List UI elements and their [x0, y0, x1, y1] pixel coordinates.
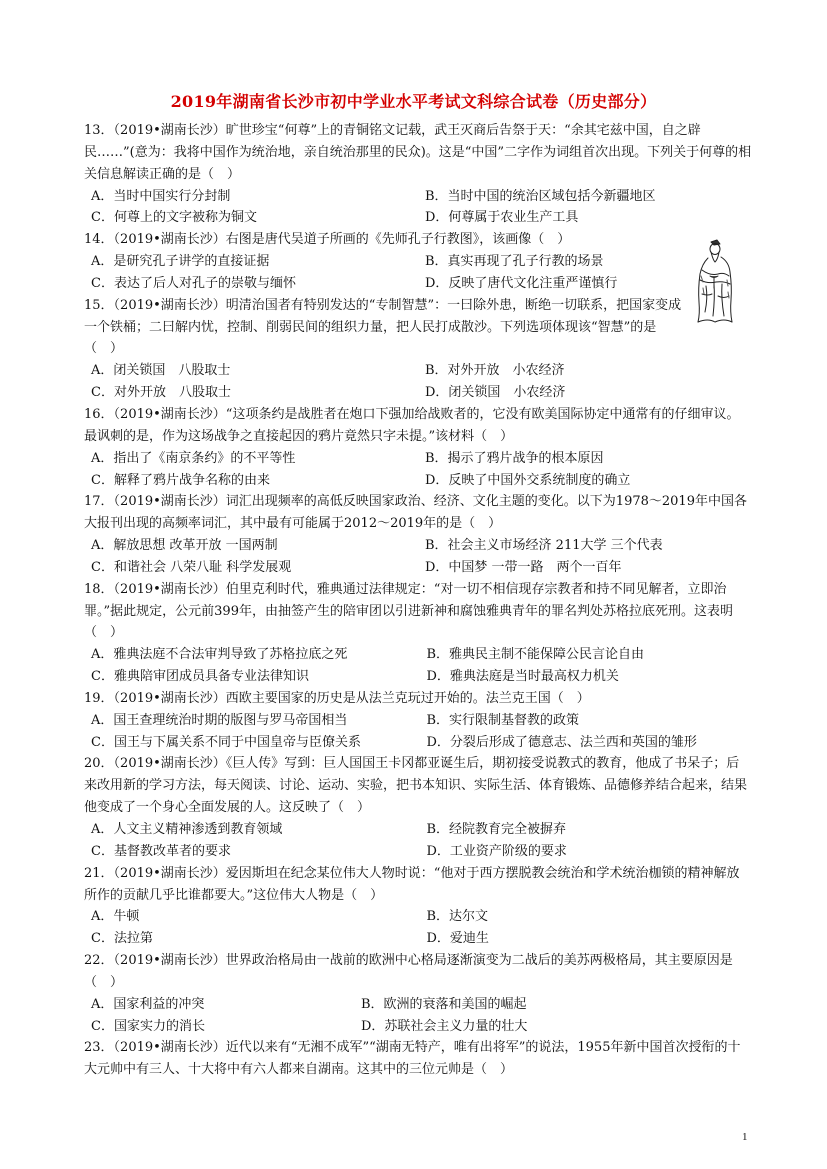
question-stem: 17．（2019•湖南长沙）词汇出现频率的高低反映国家政治、经济、文化主题的变化。以下为1978～2019年中国各大报刊出现的高频率词汇，其中最有可能属于2012～2019年的是（ ） — [84, 494, 747, 532]
option-c: C．国家实力的消长 — [91, 1018, 205, 1034]
option-b: B．雅典民主制不能保障公民言论自由 — [426, 647, 645, 663]
option-c: C．对外开放 八股取士 — [91, 385, 231, 401]
question-20 — [84, 753, 752, 862]
question-stem: 21．（2019•湖南长沙）爱因斯坦在纪念某位伟大人物时说：“他对于西方摆脱教会统治和学术统治枷锁的精神解放所作的贡献几乎比谁都要大。”这位伟大人物是（ ） — [84, 865, 740, 903]
question-18 — [84, 579, 752, 688]
option-d: D．中国梦 一带一路 两个一百年 — [425, 559, 622, 575]
option-a: A．牛顿 — [91, 909, 140, 925]
option-b: B．当时中国的统治区域包括今新疆地区 — [425, 188, 656, 204]
option-d: D．反映了唐代文化注重严谨慎行 — [425, 275, 618, 291]
question-13 — [84, 120, 752, 229]
option-a: A．是研究孔子讲学的直接证据 — [91, 254, 270, 270]
option-b: B．达尔文 — [426, 909, 489, 925]
option-d: D．雅典法庭是当时最高权力机关 — [426, 669, 619, 685]
option-a: A．国王查理统治时期的版图与罗马帝国相当 — [91, 712, 348, 728]
question-16 — [84, 404, 752, 491]
option-b: B．实行限制基督教的政策 — [426, 712, 580, 728]
option-a: A．解放思想 改革开放 一国两制 — [91, 538, 278, 554]
option-c: C．何尊上的文字被称为铜文 — [91, 210, 257, 226]
question-stem: 19．（2019•湖南长沙）西欧主要国家的历史是从法兰克玩过开始的。法兰克王国（ ） — [84, 690, 590, 706]
question-23 — [84, 1037, 752, 1081]
option-d: D．反映了中国外交系统制度的确立 — [425, 472, 631, 488]
question-19 — [84, 688, 752, 754]
question-14 — [84, 229, 752, 295]
document-title: 2019年湖南省长沙市初中学业水平考试文科综合试卷（历史部分） — [170, 92, 657, 111]
question-stem: 20．（2019•湖南长沙）《巨人传》写到：巨人国国王卡冈都亚诞生后，期初接受说教式的教育，他成了书呆子；后来改用新的学习方法，每天阅读、讨论、运动、实验，把书本知识、实际生活、体育锻炼、品德修养结合起来，结果他变成了一个身心全面发展的人。这反映了（ ） — [84, 756, 748, 816]
question-15 — [84, 295, 752, 404]
question-22 — [84, 950, 752, 1037]
question-stem: 13．（2019•湖南长沙）旷世珍宝“何尊”上的青铜铭文记载，武王灭商后告祭于天：“余其宅兹中国，自之辟民……”(意为：我将中国作为统治地，亲自统治那里的民众)。这是“中国”二字作为词组首次出现。下列关于何尊的相关信息解读正确的是（ ） — [84, 123, 752, 182]
question-stem: 15．（2019•湖南长沙）明清治国者有特别发达的“专制智慧”：一曰除外患，断绝一切联系，把国家变成一个铁桶；二曰解内忧，控制、削弱民间的组织力量，把人民打成散沙。下列选项体现该“智慧”的是（ ） — [84, 297, 682, 357]
option-a: A．指出了《南京条约》的不平等性 — [91, 450, 296, 466]
option-d: D．分裂后形成了德意志、法兰西和英国的雏形 — [426, 734, 697, 750]
page-number: 1 — [742, 1131, 748, 1143]
question-stem: 22．（2019•湖南长沙）世界政治格局由一战前的欧洲中心格局逐渐演变为二战后的美苏两极格局，其主要原因是（ ） — [84, 953, 733, 990]
option-c: C．法拉第 — [91, 931, 153, 947]
question-list — [84, 120, 752, 1081]
option-a: A．雅典法庭不合法审判导致了苏格拉底之死 — [91, 647, 348, 663]
option-d: D．何尊属于农业生产工具 — [425, 210, 579, 226]
question-stem: 23．（2019•湖南长沙）近代以来有“无湘不成军”“湖南无特产，唯有出将军”的说法，1955年新中国首次授衔的十大元帅中有三人、十大将中有六人都来自湖南。这其中的三位元帅是（ ） — [84, 1040, 741, 1078]
option-a: A．闭关锁国 八股取士 — [91, 363, 231, 379]
option-a: A．当时中国实行分封制 — [91, 188, 231, 204]
confucius-figure-icon — [684, 236, 744, 326]
option-c: C．雅典陪审团成员具备专业法律知识 — [91, 669, 309, 685]
option-c: C．表达了后人对孔子的崇敬与缅怀 — [91, 275, 296, 291]
option-c: C．国王与下属关系不同于中国皇帝与臣僚关系 — [91, 734, 361, 750]
option-b: B．揭示了鸦片战争的根本原因 — [425, 450, 604, 466]
option-b: B．欧洲的衰落和美国的崛起 — [361, 996, 527, 1012]
option-d: D．工业资产阶级的要求 — [426, 843, 567, 859]
option-c: C．和谐社会 八荣八耻 科学发展观 — [91, 559, 292, 575]
question-17 — [84, 491, 752, 578]
option-d: D．苏联社会主义力量的壮大 — [361, 1018, 528, 1034]
option-b: B．经院教育完全被摒弃 — [426, 822, 567, 837]
option-b: B．社会主义市场经济 211大学 三个代表 — [425, 538, 663, 554]
option-a: A．人文主义精神渗透到教育领域 — [91, 822, 283, 837]
option-c: C．基督教改革者的要求 — [91, 843, 231, 859]
question-21 — [84, 863, 752, 950]
question-stem: 18．（2019•湖南长沙）伯里克利时代，雅典通过法律规定：“对一切不相信现存宗教者和持不同见解者，立即治罪。”据此规定，公元前399年，由抽签产生的陪审团以引进新神和腐蚀雅典青年的罪名判处苏格拉底死刑。这表明（ ） — [84, 581, 733, 641]
option-b: B．对外开放 小农经济 — [425, 363, 565, 379]
question-stem: 16．（2019•湖南长沙）“这项条约是战胜者在炮口下强加给战败者的，它没有欧美国际协定中通常有的仔细审议。最讽刺的是，作为这场战争之直接起因的鸦片竟然只字未提。”该材料（ ） — [84, 406, 740, 444]
option-d: D．闭关锁国 小农经济 — [425, 385, 566, 401]
question-stem: 14．（2019•湖南长沙）右图是唐代吴道子所画的《先师孔子行教图》，该画像（ ） — [84, 232, 571, 248]
option-c: C．解释了鸦片战争名称的由来 — [91, 472, 270, 488]
option-a: A．国家利益的冲突 — [91, 996, 205, 1012]
option-b: B．真实再现了孔子行教的场景 — [425, 254, 604, 270]
option-d: D．爱迪生 — [426, 931, 489, 947]
